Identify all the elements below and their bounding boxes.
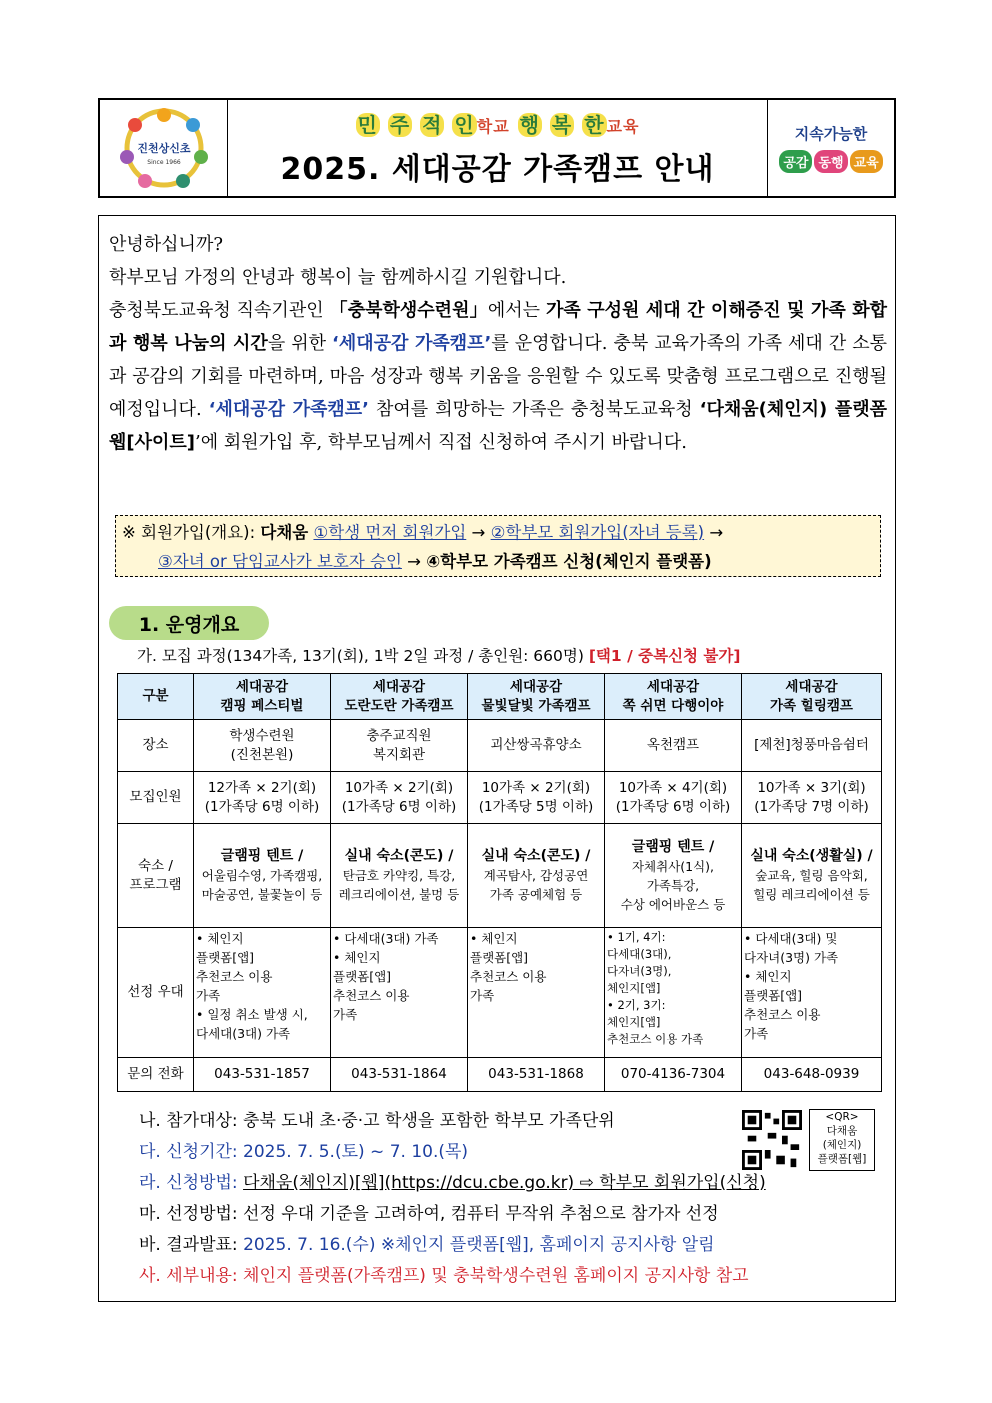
table-cell: 실내 숙소(콘도) / 탄금호 카약킹, 특강, 레크리에이션, 불멍 등 [331, 824, 468, 928]
phone-cell: 043-531-1868 [468, 1058, 605, 1092]
table-cell: 글램핑 텐트 / 자체취사(1식), 가족특강, 수상 에어바운스 등 [605, 824, 742, 928]
slogan-cell [768, 100, 894, 196]
table-cell: 10가족 × 2기(회) (1가족당 5명 이하) [468, 772, 605, 824]
svg-text:진천상신초: 진천상신초 [136, 142, 191, 155]
list-item: 다. 신청기간: 2025. 7. 5.(토) ~ 7. 10.(목) [139, 1142, 469, 1162]
table-cell: 10가족 × 3기(회) (1가족당 7명 이하) [742, 772, 882, 824]
table-cell: • 체인지 플랫폼[앱] 추천코스 이용 가족 • 일정 취소 발생 시, 다세대(3대) 가족 [194, 928, 331, 1058]
school-emblem-icon [115, 107, 213, 189]
phone-cell: 043-648-0939 [742, 1058, 882, 1092]
section-title: 1. 운영개요 [109, 606, 269, 640]
table-cell: • 다세대(3대) 가족 • 체인지 플랫폼[앱] 추천코스 이용 가족 [331, 928, 468, 1058]
title-cell [228, 100, 768, 196]
table-header-cell: 세대공감 쪽 쉬면 다행이야 [605, 674, 742, 720]
row-label: 장소 [118, 720, 194, 772]
school-logo-cell [100, 100, 228, 196]
table-cell: 10가족 × 4기(회) (1가족당 6명 이하) [605, 772, 742, 824]
page-title: 2025. 세대공감 가족캠프 안내 [280, 151, 715, 187]
recruit-summary: 가. 모집 과정(134가족, 13기(회), 1박 2일 과정 / 총인원: 660명) [택1 / 중복신청 불가] [137, 647, 741, 665]
table-cell: 실내 숙소(콘도) / 계곡탐사, 감성공연 가족 공예체험 등 [468, 824, 605, 928]
table-cell: 10가족 × 2기(회) (1가족당 6명 이하) [331, 772, 468, 824]
camp-table [117, 673, 882, 1092]
row-label: 모집인원 [118, 772, 194, 824]
table-cell: 괴산쌍곡휴양소 [468, 720, 605, 772]
qr-code-icon[interactable] [742, 1109, 802, 1171]
list-item: 라. 신청방법: 다채움(체인지)[웹](https://dcu.cbe.go.kr) ⇨ 학부모 회원가입(신청) [139, 1173, 766, 1193]
table-header-cell: 세대공감 캠핑 페스티벌 [194, 674, 331, 720]
row-label: 숙소 / 프로그램 [118, 824, 194, 928]
table-row [118, 1058, 882, 1092]
table-cell: • 체인지 플랫폼[앱] 추천코스 이용 가족 [468, 928, 605, 1058]
document-header [98, 98, 896, 198]
table-cell: 학생수련원 (진천본원) [194, 720, 331, 772]
table-cell: 실내 숙소(생활실) / 숲교육, 힐링 음악회, 힐링 레크리에이션 등 [742, 824, 882, 928]
school-motto: 민 주 적 인 학교 행 복 한 교육 [357, 112, 640, 137]
document-body [98, 215, 896, 1302]
table-cell: 옥천캠프 [605, 720, 742, 772]
slogan-top: 지속가능한 [794, 125, 868, 143]
intro-letter [109, 228, 887, 459]
svg-text:Since 1966: Since 1966 [146, 159, 181, 166]
list-item: 바. 결과발표: 2025. 7. 16.(수) ※체인지 플랫폼[웹], 홈페이지 공지사항 알림 [139, 1235, 715, 1255]
table-header-row [118, 674, 882, 720]
table-row [118, 824, 882, 928]
intro-paragraph: 충청북도교육청 직속기관인 「충북학생수련원」에서는 가족 구성원 세대 간 이해증진 및 가족 화합과 행복 나눔의 시간을 위한 ‘세대공감 가족캠프’를 운영합니다. 충북 교육가족의 가족 세대 간 소통과 공감의 기회를 마련하며, 마음 성장과 행복 키움을 응원할 수 있도록 맞춤형 프로그램으로 진행될 예정입니다. ‘세대공감 가족캠프’ 참여를 희망하는 가족은 충청북도교육청 ‘다채움(체인지) 플랫폼 웹[사이트]’에 회원가입 후, 학부모님께서 직접 신청하여 주시기 바랍니다. [109, 300, 888, 453]
signup-link[interactable]: 다채움(체인지)[웹](https://dcu.cbe.go.kr) ⇨ 학부모 회원가입(신청) [243, 1173, 766, 1193]
table-row [118, 772, 882, 824]
list-item: 나. 참가대상: 충북 도내 초·중·고 학생을 포함한 학부모 가족단위 [139, 1111, 615, 1131]
table-header-cell: 세대공감 가족 힐링캠프 [742, 674, 882, 720]
table-cell: [제천]청풍마음쉼터 [742, 720, 882, 772]
table-cell: • 다세대(3대) 및 다자녀(3명) 가족 • 체인지 플랫폼[앱] 추천코스 이용 가족 [742, 928, 882, 1058]
list-item: 마. 선정방법: 선정 우대 기준을 고려하여, 컴퓨터 무작위 추첨으로 참가자 선정 [139, 1204, 719, 1224]
phone-cell: 043-531-1857 [194, 1058, 331, 1092]
slogan-badge: 교육 [850, 150, 883, 173]
table-row [118, 928, 882, 1058]
signup-notice: ※ 회원가입(개요): 다채움 ①학생 먼저 회원가입 → ②학부모 회원가입(자녀 등록) → ③자녀 or 담임교사가 보호자 승인 → ④학부모 가족캠프 신청(체인지 플랫폼) [115, 515, 881, 577]
table-cell: 충주교직원 복지회관 [331, 720, 468, 772]
slogan-badge: 공감 [779, 150, 812, 173]
table-row [118, 720, 882, 772]
row-label: 문의 전화 [118, 1058, 194, 1092]
greeting: 안녕하십니까? [109, 234, 223, 255]
phone-cell: 070-4136-7304 [605, 1058, 742, 1092]
phone-cell: 043-531-1864 [331, 1058, 468, 1092]
intro-line: 학부모님 가정의 안녕과 행복이 늘 함께하시길 기원합니다. [109, 267, 567, 288]
row-label: 선정 우대 [118, 928, 194, 1058]
qr-label: <QR> 다채움 (체인지) 플랫폼[웹] [809, 1109, 875, 1171]
list-item: 사. 세부내용: 체인지 플랫폼(가족캠프) 및 충북학생수련원 홈페이지 공지사항 참고 [139, 1266, 749, 1286]
table-header-cell: 세대공감 물빛달빛 가족캠프 [468, 674, 605, 720]
slogan-badge: 동행 [814, 150, 847, 173]
table-cell: 글램핑 텐트 / 어울림수영, 가족캠핑, 마술공연, 불꽃놀이 등 [194, 824, 331, 928]
table-cell: • 1기, 4기: 다세대(3대), 다자녀(3명), 체인지[앱] • 2기, 3기: 체인지[앱] 추천코스 이용 가족 [605, 928, 742, 1058]
slogan-badges [779, 150, 882, 173]
table-header-cell: 세대공감 도란도란 가족캠프 [331, 674, 468, 720]
table-cell: 12가족 × 2기(회) (1가족당 6명 이하) [194, 772, 331, 824]
table-header-cell: 구분 [118, 674, 194, 720]
